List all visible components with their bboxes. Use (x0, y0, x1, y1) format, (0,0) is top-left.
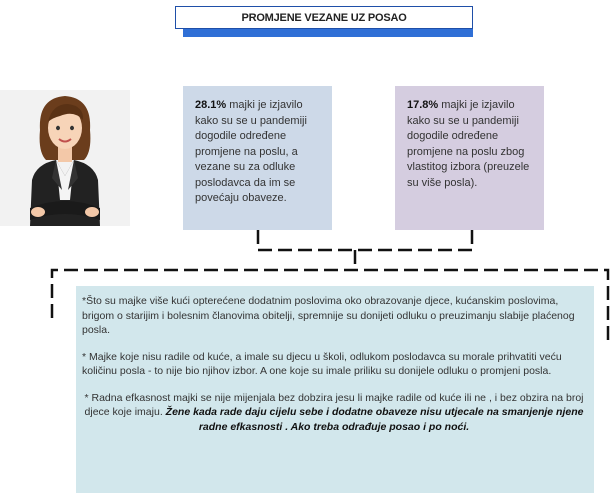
note-efficiency-text: * Radna efkasnost majki se nije mijenjala bez dobzira jesu li majke radile od kuće ili ne , i bez obzira na broj djece koje imaju. (84, 391, 584, 418)
stat-percent-own-choice: 17.8% (407, 99, 439, 111)
note-efficiency (82, 391, 586, 435)
page-title: PROMJENE VEZANE UZ POSAO (175, 6, 473, 29)
stat-text-own-choice: majki je izjavilo kako su se u pandemiji dogodile određene promjene na poslu zbog vlastitog izbora (preuzele su više posla). (407, 99, 530, 189)
note-efficiency-emphasis: Žene kada rade daju cijelu sebe i dodatne obaveze nisu utjecale na smanjenje njene radne efkasnosti . Ako treba odrađuje posao i po noći. (165, 406, 584, 433)
stat-text-employer: majki je izjavilo kako su se u pandemiji dogodile određene promjene na poslu, a vezane su za odluke poslodavca da im se povećaju obaveze. (195, 99, 307, 204)
note-workload: *Što su majke više kući opterećene dodatnim poslovima oko obrazovanje djece, kućanskim poslovima, brigom o starijim i bolesnim članovima obitelji, spremnije su donijeti odluku o preuzimanju slabije plaćenog posla. (82, 295, 575, 336)
stat-percent-employer: 28.1% (195, 99, 227, 111)
note-employer-decision: * Majke koje nisu radile od kuće, a imale su djecu u školi, odlukom poslodavca su morale prihvatiti veću količinu posla - to nije bio njihov izbor. A one koje su imale priliku su donijele odluku o promjeni posla. (82, 350, 562, 377)
connector-bracket (258, 230, 472, 250)
notes-panel (76, 286, 594, 493)
